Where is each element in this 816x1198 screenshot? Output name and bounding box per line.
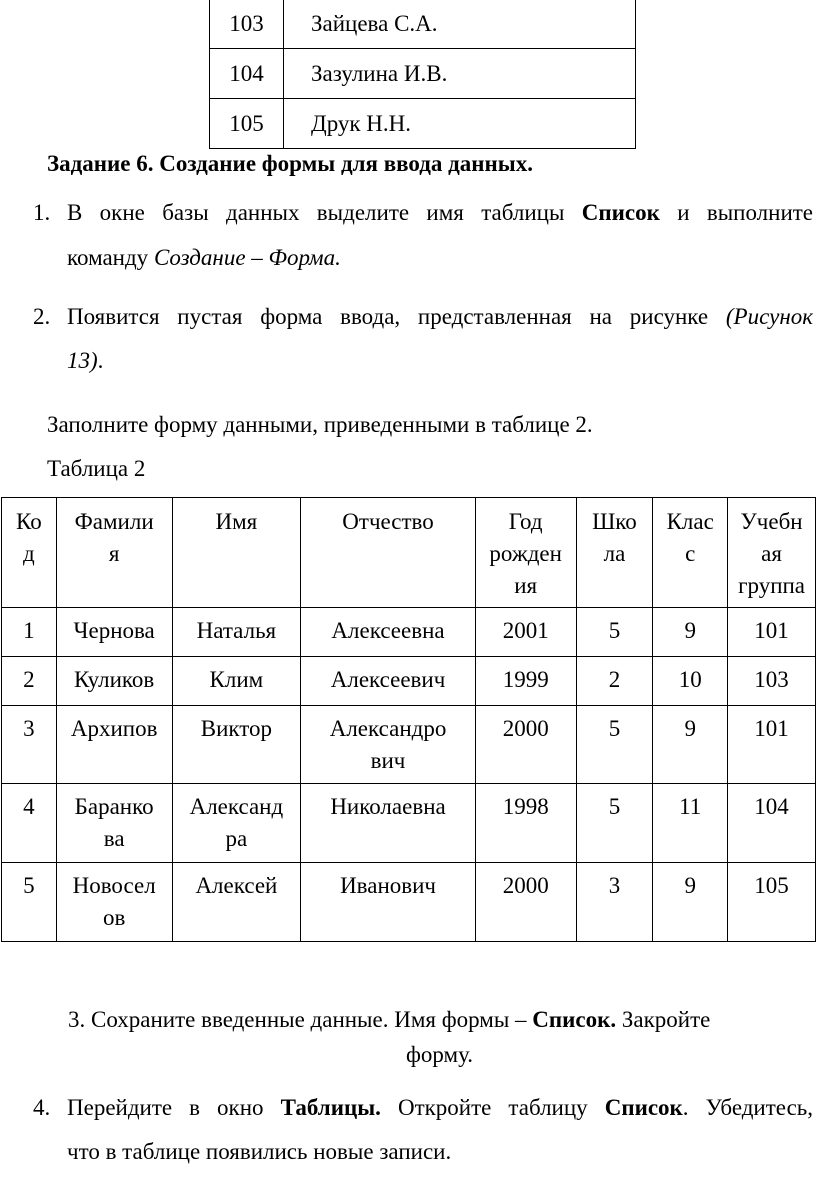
step2-figure-number: 13) <box>67 348 98 373</box>
cell-school: 2 <box>576 657 653 706</box>
step3-line1 <box>68 1005 710 1035</box>
table-row <box>2 863 816 942</box>
cell-study-group: 105 <box>728 863 816 942</box>
cell-surname: Новосел ов <box>56 863 172 942</box>
cell-study-group: 103 <box>728 657 816 706</box>
step3-line2: форму. <box>406 1042 474 1067</box>
cell-class: 9 <box>653 608 728 657</box>
step2-line2 <box>67 346 103 376</box>
step4-number: 4. <box>33 1095 51 1120</box>
cell-school: 5 <box>576 608 653 657</box>
name-cell: Зайцева С.А. <box>284 0 636 49</box>
step2-figure-ref: (Рисунок <box>725 304 814 329</box>
cell-first-name: Алексей <box>172 863 301 942</box>
table-header-row <box>2 498 816 608</box>
cell-first-name: Виктор <box>172 706 301 784</box>
cell-code: 2 <box>2 657 57 706</box>
fill-form-text: Заполните форму данными, приведенными в таблице 2. <box>47 412 593 437</box>
cell-surname: Баранко ва <box>56 784 172 863</box>
table-caption: Таблица 2 <box>47 456 146 481</box>
cell-school: 5 <box>576 784 653 863</box>
step3-number: 3. <box>68 1007 86 1032</box>
cell-school: 3 <box>576 863 653 942</box>
cell-surname: Куликов <box>56 657 172 706</box>
table-row <box>2 706 816 784</box>
header-study-group: Учебн ая группа <box>728 498 816 608</box>
step1-number: 1. <box>33 200 51 225</box>
name-cell: Друк Н.Н. <box>284 99 636 149</box>
step2-line1 <box>67 302 813 332</box>
cell-birth-year: 2000 <box>475 706 576 784</box>
cell-study-group: 101 <box>728 608 816 657</box>
cell-code: 1 <box>2 608 57 657</box>
header-code: Ко д <box>2 498 57 608</box>
staff-table <box>209 0 636 149</box>
code-cell: 104 <box>210 49 284 99</box>
step4-table-name: Список <box>604 1095 683 1120</box>
cell-birth-year: 1999 <box>475 657 576 706</box>
cell-class: 10 <box>653 657 728 706</box>
cell-surname: Архипов <box>56 706 172 784</box>
step3-text-end: Закройте <box>621 1007 711 1032</box>
header-surname: Фамили я <box>56 498 172 608</box>
header-patronymic: Отчество <box>301 498 476 608</box>
cell-code: 3 <box>2 706 57 784</box>
step1-text-command: команду <box>67 245 149 270</box>
table-row <box>2 784 816 863</box>
table-row <box>2 608 816 657</box>
step1-text: В окне базы данных выделите имя таблицы <box>67 200 565 225</box>
cell-study-group: 101 <box>728 706 816 784</box>
step2-number: 2. <box>33 304 51 329</box>
table-row <box>210 49 636 99</box>
step1-line1 <box>67 198 813 228</box>
cell-birth-year: 2001 <box>475 608 576 657</box>
header-first-name: Имя <box>172 498 301 608</box>
step4-line2: что в таблице появились новые записи. <box>67 1139 452 1164</box>
table-row <box>2 657 816 706</box>
students-table <box>1 497 816 942</box>
step1-command-italic: Создание – Форма. <box>153 245 341 270</box>
cell-patronymic: Александро вич <box>301 706 476 784</box>
step4-text-mid: Откройте таблицу <box>397 1095 588 1120</box>
step3-form-name: Список. <box>532 1007 617 1032</box>
cell-class: 11 <box>653 784 728 863</box>
step4-line1 <box>67 1093 813 1123</box>
code-cell: 105 <box>210 99 284 149</box>
cell-study-group: 104 <box>728 784 816 863</box>
step4-text: Перейдите в окно <box>67 1095 264 1120</box>
step4-window-name: Таблицы. <box>280 1095 381 1120</box>
cell-code: 5 <box>2 863 57 942</box>
cell-class: 9 <box>653 863 728 942</box>
header-school: Шко ла <box>576 498 653 608</box>
header-birth-year: Год рожден ия <box>475 498 576 608</box>
cell-patronymic: Николаевна <box>301 784 476 863</box>
step3-text: Сохраните введенные данные. Имя формы – <box>91 1007 527 1032</box>
step4-text-end: . Убедитесь, <box>682 1095 814 1120</box>
table-row <box>210 99 636 149</box>
code-cell: 103 <box>210 0 284 49</box>
cell-patronymic: Иванович <box>301 863 476 942</box>
cell-code: 4 <box>2 784 57 863</box>
cell-birth-year: 2000 <box>475 863 576 942</box>
cell-birth-year: 1998 <box>475 784 576 863</box>
step1-bold-table-name: Список <box>581 200 660 225</box>
cell-first-name: Наталья <box>172 608 301 657</box>
cell-patronymic: Алексеевна <box>301 608 476 657</box>
step1-text-end: и выполните <box>677 200 814 225</box>
cell-school: 5 <box>576 706 653 784</box>
step2-period: . <box>97 348 104 373</box>
cell-first-name: Клим <box>172 657 301 706</box>
header-class: Клас с <box>653 498 728 608</box>
cell-surname: Чернова <box>56 608 172 657</box>
name-cell: Зазулина И.В. <box>284 49 636 99</box>
table-row <box>210 0 636 49</box>
step2-text: Появится пустая форма ввода, представленная на рисунке <box>67 304 709 329</box>
step1-line2 <box>67 243 341 273</box>
cell-patronymic: Алексеевич <box>301 657 476 706</box>
task-title: Задание 6. Создание формы для ввода данных. <box>47 151 533 176</box>
cell-class: 9 <box>653 706 728 784</box>
cell-first-name: Александ ра <box>172 784 301 863</box>
